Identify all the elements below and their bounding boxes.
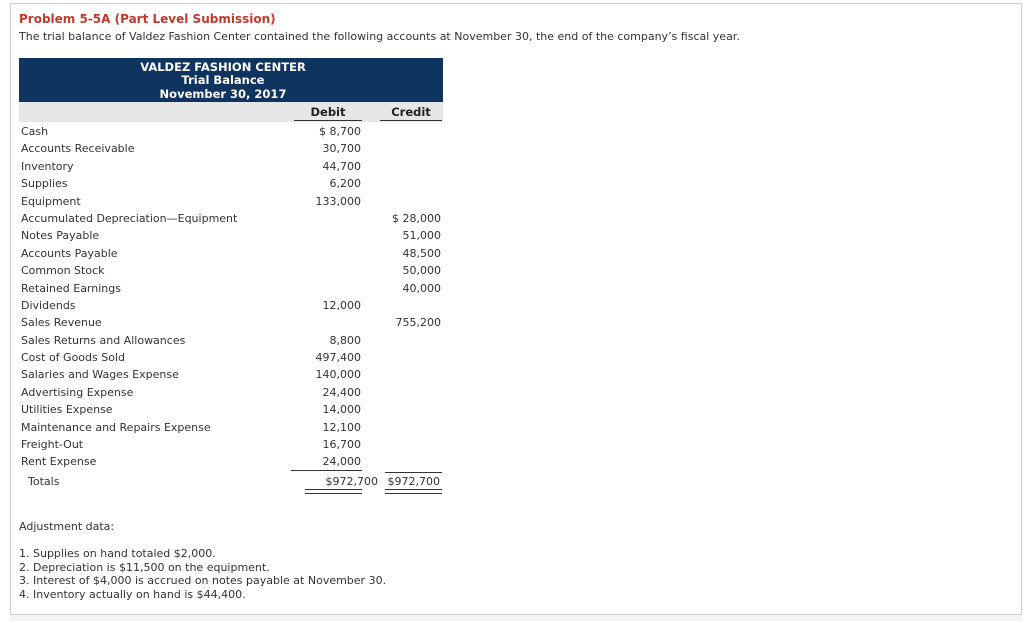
account-name: Accounts Receivable — [21, 142, 135, 156]
table-row — [19, 227, 449, 244]
credit-amount: 755,200 — [395, 316, 441, 330]
table-row — [19, 436, 449, 453]
credit-amount: 51,000 — [402, 229, 441, 243]
account-name: Supplies — [21, 177, 68, 191]
debit-amount: 16,700 — [322, 438, 361, 452]
table-row — [19, 314, 449, 331]
problem-title: Problem 5-5A (Part Level Submission) — [19, 12, 276, 26]
account-name: Maintenance and Repairs Expense — [21, 420, 211, 434]
account-name: Common Stock — [21, 264, 105, 278]
debit-amount: 133,000 — [315, 194, 361, 208]
debit-amount: 14,000 — [322, 403, 361, 417]
list-item: 4. Inventory actually on hand is $44,400. — [19, 587, 246, 601]
panel-footer-bar — [10, 614, 1022, 621]
debit-amount: 12,000 — [322, 298, 361, 312]
debit-amount: $ 8,700 — [319, 125, 361, 138]
table-row — [19, 419, 449, 436]
total-debit: $972,700 — [325, 475, 378, 488]
table-row — [19, 280, 449, 297]
debit-amount: 12,100 — [322, 420, 361, 434]
debit-amount: 30,700 — [322, 142, 361, 156]
account-name: Accounts Payable — [21, 246, 118, 260]
account-name: Retained Earnings — [21, 281, 121, 295]
statement-name: Trial Balance — [181, 73, 265, 87]
table-row — [19, 175, 449, 192]
account-name: Advertising Expense — [21, 385, 134, 399]
table-row — [19, 158, 449, 175]
table-row — [19, 193, 449, 210]
statement-date: November 30, 2017 — [159, 87, 287, 101]
table-row — [19, 297, 449, 314]
account-name: Sales Revenue — [21, 316, 102, 330]
table-row — [19, 262, 449, 279]
debit-amount: 6,200 — [329, 177, 361, 191]
debit-amount: 8,800 — [329, 333, 361, 347]
table-row — [19, 401, 449, 418]
adjustment-list — [19, 547, 386, 601]
table-row — [19, 349, 449, 366]
account-name: Rent Expense — [21, 455, 97, 469]
credit-amount: 50,000 — [402, 264, 441, 278]
credit-amount: 40,000 — [402, 281, 441, 295]
debit-column-header: Debit — [294, 105, 362, 121]
debit-amount: 140,000 — [315, 368, 361, 382]
account-name: Inventory — [21, 159, 74, 173]
debit-subtotal-rule — [291, 470, 362, 471]
credit-double-underline — [385, 489, 442, 494]
account-name: Cost of Goods Sold — [21, 351, 125, 365]
trial-balance-rows — [19, 123, 449, 471]
account-name: Freight-Out — [21, 438, 84, 452]
list-item: 2. Depreciation is $11,500 on the equipment. — [19, 560, 270, 574]
account-name: Salaries and Wages Expense — [21, 368, 179, 382]
table-row — [19, 332, 449, 349]
account-name: Accumulated Depreciation—Equipment — [21, 211, 238, 225]
debit-amount: 24,400 — [322, 385, 361, 399]
total-credit: $972,700 — [387, 475, 440, 488]
table-row — [19, 210, 449, 227]
account-name: Dividends — [21, 298, 76, 312]
account-name: Cash — [21, 125, 49, 138]
credit-column-header: Credit — [380, 105, 442, 121]
list-item: 3. Interest of $4,000 is accrued on notes payable at November 30. — [19, 574, 387, 587]
table-row — [19, 123, 449, 140]
table-row — [19, 453, 449, 470]
table-row — [19, 245, 449, 262]
account-name: Sales Returns and Allowances — [21, 333, 186, 347]
company-name: VALDEZ FASHION CENTER — [140, 60, 306, 74]
credit-amount: 48,500 — [402, 246, 441, 260]
table-row — [19, 140, 449, 157]
debit-amount: 44,700 — [322, 159, 361, 173]
trial-balance-header — [19, 58, 443, 102]
debit-amount: 24,000 — [322, 455, 361, 469]
credit-amount: $ 28,000 — [392, 211, 441, 225]
list-item: 1. Supplies on hand totaled $2,000. — [19, 547, 216, 560]
account-name: Utilities Expense — [21, 403, 113, 417]
credit-subtotal-rule — [385, 472, 442, 473]
adjustment-title: Adjustment data: — [19, 520, 115, 533]
totals-label: Totals — [28, 475, 60, 488]
account-name: Notes Payable — [21, 229, 100, 243]
table-row — [19, 366, 449, 383]
table-row — [19, 384, 449, 401]
account-name: Equipment — [21, 194, 81, 208]
debit-amount: 497,400 — [315, 351, 361, 365]
problem-intro: The trial balance of Valdez Fashion Center contained the following accounts at November 30, the end of the company’s fiscal year. — [19, 30, 740, 43]
debit-double-underline — [305, 489, 362, 494]
